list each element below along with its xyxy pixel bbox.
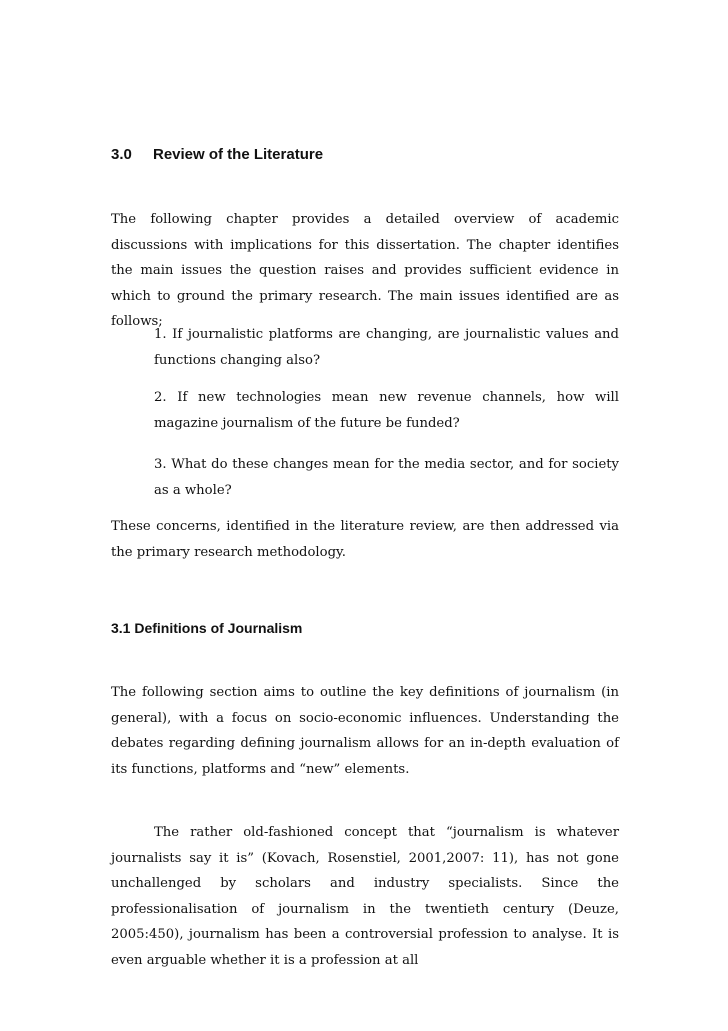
intro-paragraph: The following chapter provides a detailed overview of academic discussions with implications for this dissertation. The chapter identifies the main issues the question raises and provides sufficient evidence in which to ground the primary research. The main issues identified are as follows; [111,212,619,329]
section-title: Review of the Literature [153,146,324,163]
definitions-paragraph-2: The rather old-fashioned concept that “journalism is whatever journalists say it is” (Kovach, Rosenstiel, 2001,2007: 11), has not gone unchallenged by scholars and industry specialists. Since the professionalisation of journalism in the twentieth century (Deuze, 2005:450), journalism has been a controversial profession to analyse. It is even arguable whether it is a profession at all [111,825,619,968]
section-number: 3.0 [111,146,132,163]
subsection-heading: 3.1 Definitions of Journalism [111,620,303,636]
conclusion-paragraph: These concerns, identified in the literature review, are then addressed via the primary research methodology. [111,519,619,560]
list-item-3: 3. What do these changes mean for the media sector, and for society as a whole? [154,457,619,498]
list-item-2: 2. If new technologies mean new revenue channels, how will magazine journalism of the future be funded? [154,390,619,431]
list-item-1: 1. If journalistic platforms are changing, are journalistic values and functions changing also? [154,327,619,368]
section-heading [111,146,323,163]
definitions-paragraph-1: The following section aims to outline the key definitions of journalism (in general), with a focus on socio-economic influences. Understanding the debates regarding defining journalism allows for an in-depth evaluation of its functions, platforms and “new” elements. [111,685,619,777]
